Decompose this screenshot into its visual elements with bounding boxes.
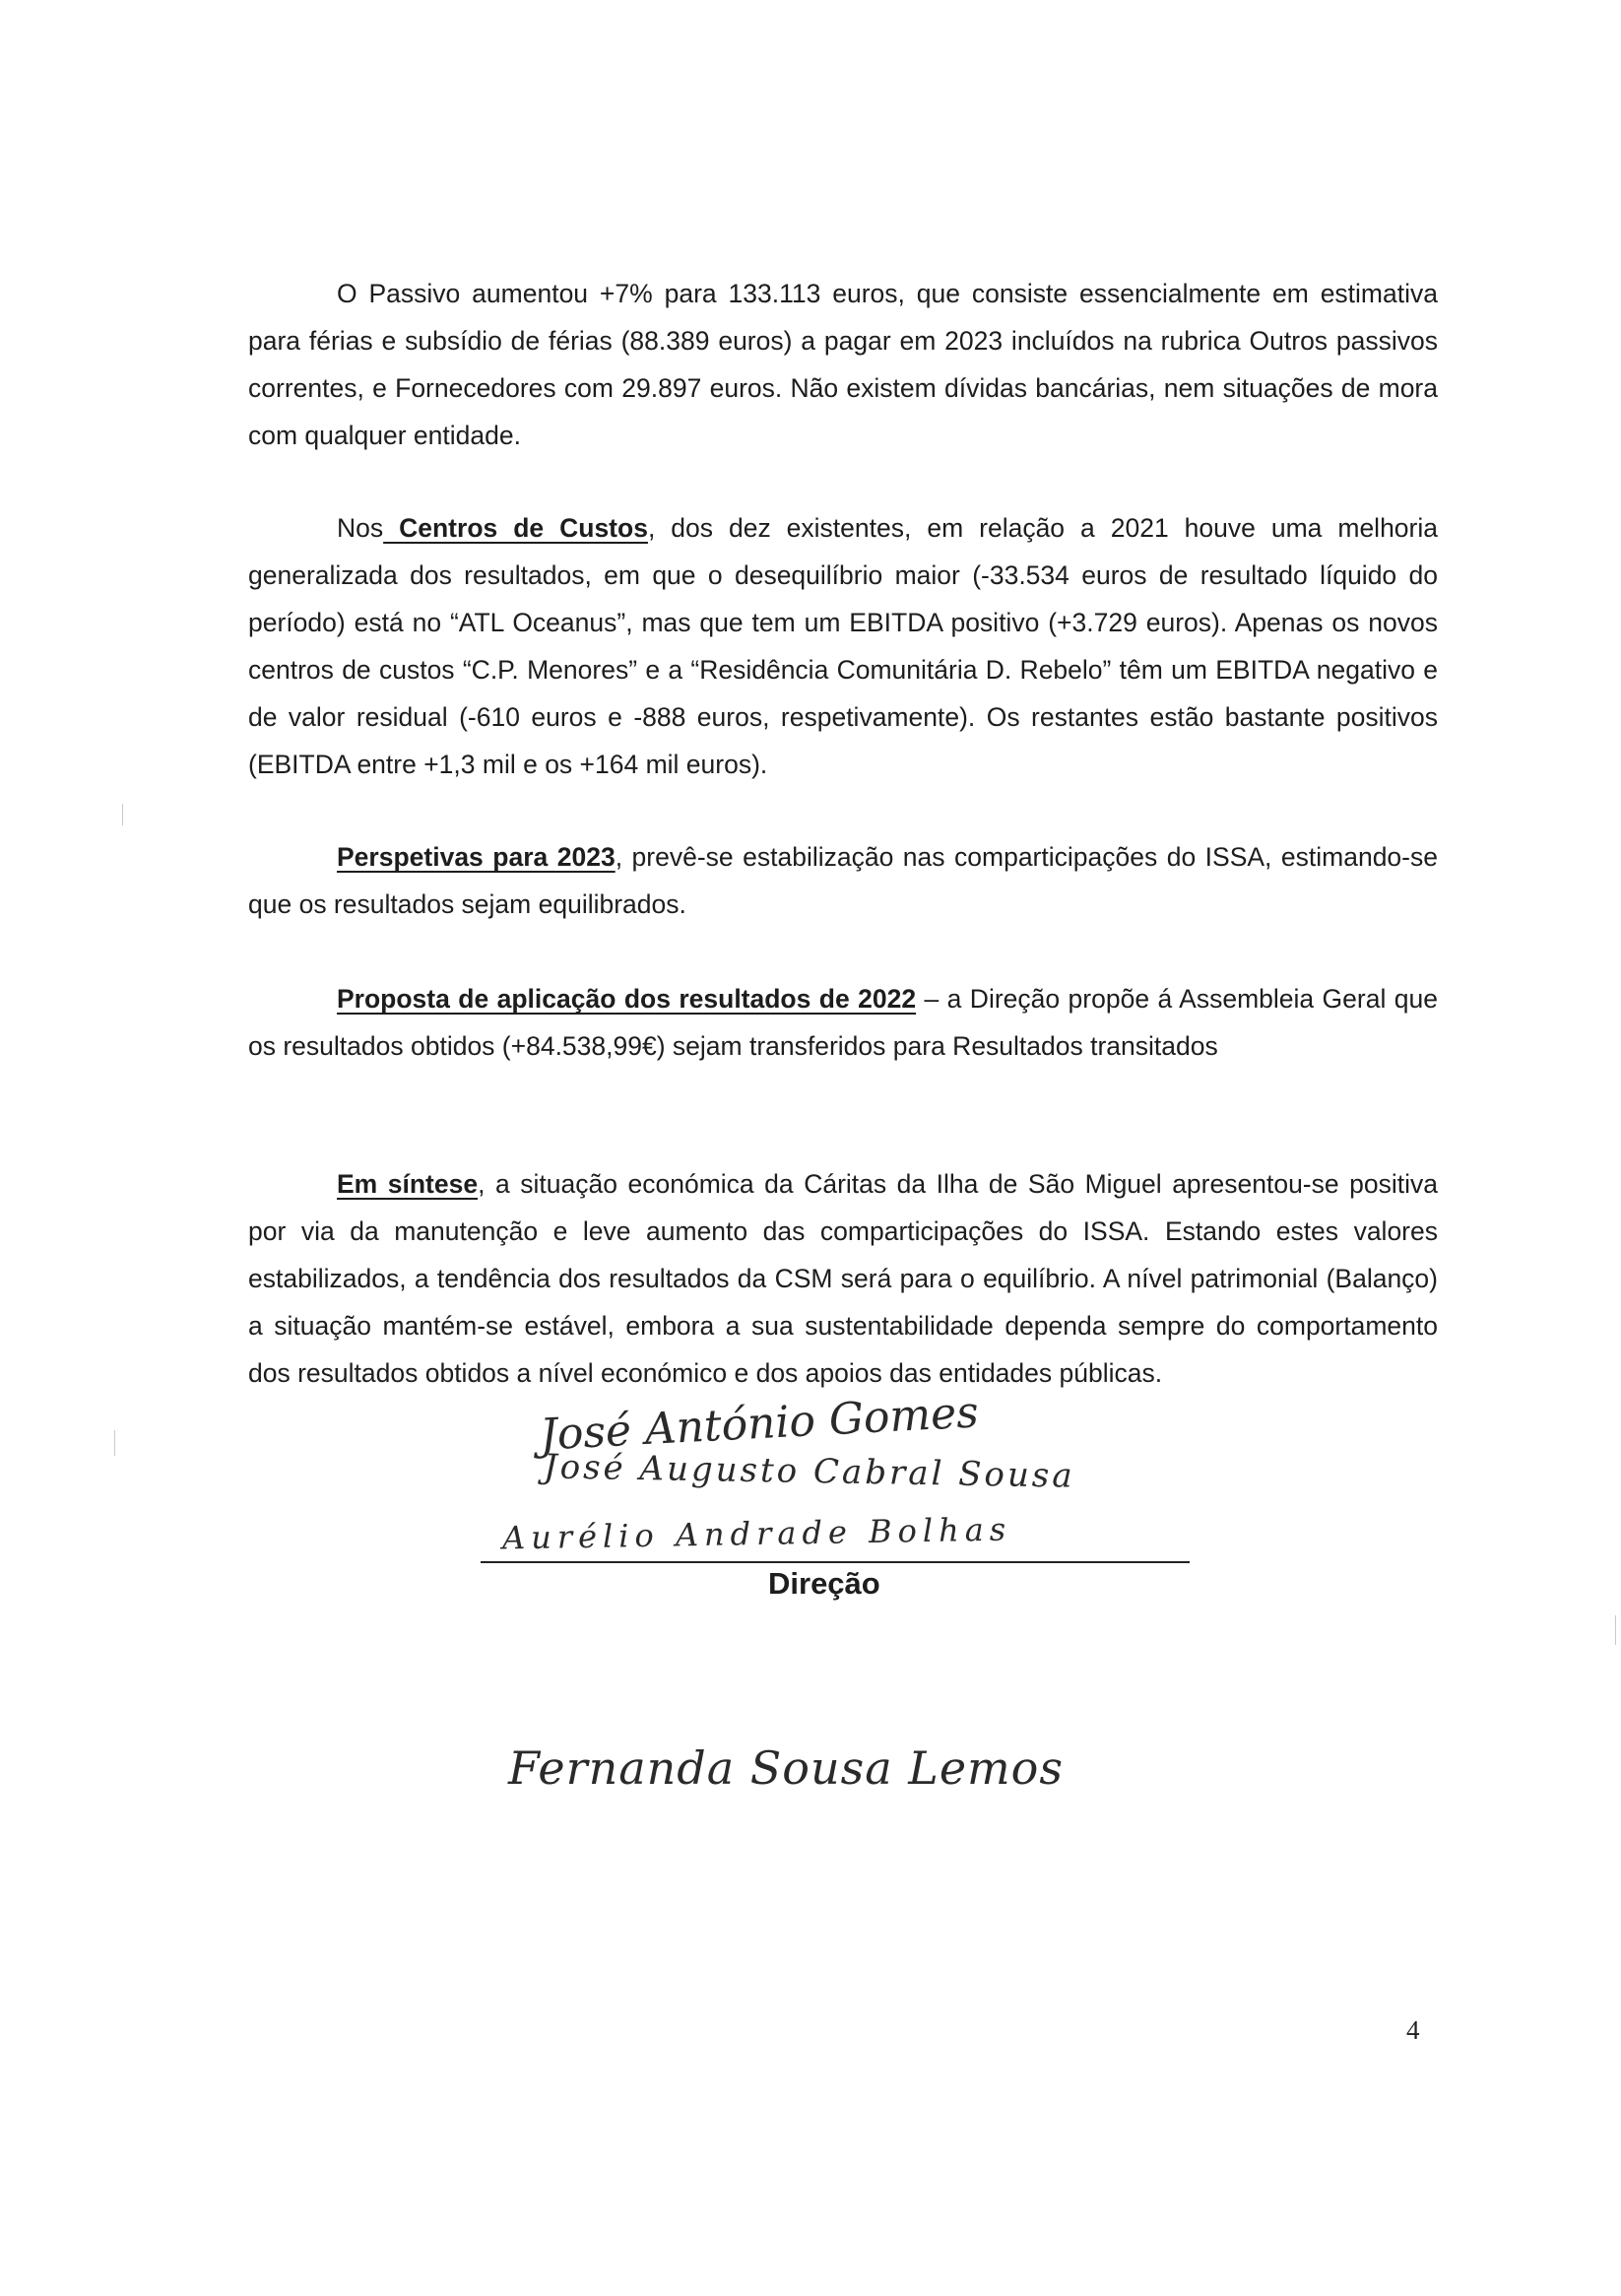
passivo-text: O Passivo aumentou +7% para 133.113 euros, que consiste essencialmente em estimativa para férias e subsídio de férias (88.389 euros) a pagar em 2023 incluídos na rubrica Outros passivos correntes, e Fornecedores com 29.897 euros. Não existem dívidas bancárias, nem situações de mora com qualquer entidade. [248,279,1438,450]
signature-4: Fernanda Sousa Lemos [508,1741,1064,1795]
proposta-text: – a Direção propõe á Assembleia Geral que os resultados obtidos (+84.538,99€) sejam transferidos para Resultados transitados [248,984,1438,1061]
centros-prefix: Nos [337,513,384,543]
paragraph-proposta [248,975,1438,1070]
signature-label: Direção [768,1566,880,1601]
perspetivas-heading: Perspetivas para 2023 [337,842,616,872]
centros-heading: Centros de Custos [383,513,648,543]
sintese-heading: Em síntese [337,1169,479,1199]
perspetivas-text: , prevê-se estabilização nas comparticipações do ISSA, estimando-se que os resultados sejam equilibrados. [248,842,1438,919]
scan-artifact [1615,1615,1616,1645]
scan-artifact [114,1430,115,1456]
signature-1: José António Gomes [538,1387,980,1461]
centros-text: , dos dez existentes, em relação a 2021 houve uma melhoria generalizada dos resultados, em que o desequilíbrio maior (-33.534 euros de resultado líquido do período) está no “ATL Oceanus”, mas que tem um EBITDA positivo (+3.729 euros). Apenas os novos centros de custos “C.P. Menores” e a “Residência Comunitária D. Rebelo” têm um EBITDA negativo e de valor residual (-610 euros e -888 euros, respetivamente). Os restantes estão bastante positivos (EBITDA entre +1,3 mil e os +164 mil euros). [248,513,1438,779]
sintese-text: , a situação económica da Cáritas da Ilha de São Miguel apresentou-se positiva por via da manutenção e leve aumento das comparticipações do ISSA. Estando estes valores estabilizados, a tendência dos resultados da CSM será para o equilíbrio. A nível patrimonial (Balanço) a situação mantém-se estável, embora a sua sustentabilidade dependa sempre do comportamento dos resultados obtidos a nível económico e dos apoios das entidades públicas. [248,1169,1438,1388]
proposta-heading: Proposta de aplicação dos resultados de 2022 [337,984,917,1014]
paragraph-perspetivas [248,833,1438,928]
scan-artifact [122,804,123,825]
page-number: 4 [1406,2015,1420,2045]
paragraph-sintese [248,1160,1438,1397]
signature-3: Aurélio Andrade Bolhas [501,1510,1012,1557]
paragraph-centros-de-custos [248,504,1438,788]
signature-2: José Augusto Cabral Sousa [543,1447,1075,1496]
paragraph-passivo [248,270,1438,459]
signature-line [481,1561,1190,1563]
